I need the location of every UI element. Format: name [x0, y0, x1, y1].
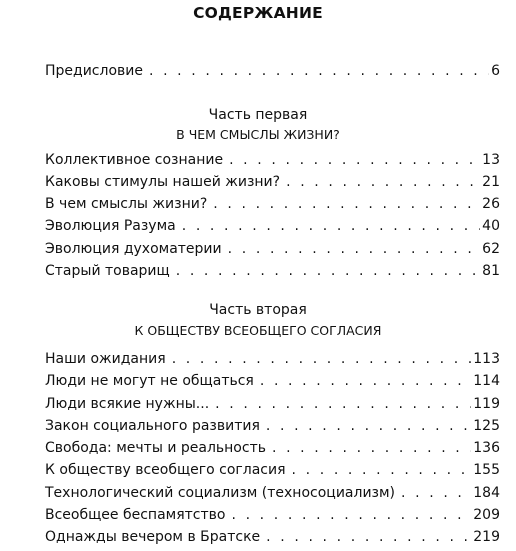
- toc-entry-title: Закон социального развития: [45, 418, 260, 434]
- toc-leader-dots: [260, 373, 471, 389]
- toc-entry[interactable]: [45, 263, 500, 285]
- toc-entry-page: 40: [482, 218, 500, 234]
- toc-entry-page: 62: [482, 241, 500, 257]
- toc-entry[interactable]: [45, 529, 500, 551]
- toc-entry-page: 209: [473, 507, 500, 523]
- toc-entry[interactable]: [45, 440, 500, 462]
- toc-entry[interactable]: [45, 174, 500, 196]
- toc-entry-page: 13: [482, 152, 500, 168]
- toc-entry-title: Старый товарищ: [45, 263, 170, 279]
- toc-entry-page: 125: [473, 418, 500, 434]
- toc-entry[interactable]: [45, 485, 500, 507]
- toc-entry-title: Всеобщее беспамятство: [45, 507, 226, 523]
- toc-leader-dots: [149, 63, 489, 79]
- toc-entry-title: Люди не могут не общаться: [45, 373, 254, 389]
- toc-leader-dots: [172, 351, 472, 367]
- part2-heading: Часть вторая: [209, 302, 307, 318]
- toc-entry-title: Эволюция духоматерии: [45, 241, 222, 257]
- toc-leader-dots: [266, 418, 471, 434]
- toc-leader-dots: [292, 462, 472, 478]
- toc-entry[interactable]: [45, 241, 500, 263]
- toc-entry-title: Наши ожидания: [45, 351, 166, 367]
- toc-entry-title: Технологический социализм (техносоциализм): [45, 485, 396, 501]
- toc-entry-page: 119: [473, 396, 500, 412]
- toc-leader-dots: [228, 241, 481, 257]
- toc-entry[interactable]: [45, 462, 500, 484]
- toc-entry-title: Коллективное сознание: [45, 152, 224, 168]
- toc-entry[interactable]: [45, 507, 500, 529]
- toc-leader-dots: [215, 396, 471, 412]
- toc-entry[interactable]: [45, 196, 500, 218]
- part1-subtitle: В ЧЕМ СМЫСЛЫ ЖИЗНИ?: [176, 127, 340, 142]
- toc-entry-title: К обществу всеобщего согласия: [45, 462, 286, 478]
- toc-entry-preface[interactable]: [45, 63, 500, 85]
- toc-entry-page: 113: [473, 351, 500, 367]
- toc-entry-title: Свобода: мечты и реальность: [45, 440, 266, 456]
- toc-entry-page: 81: [482, 263, 500, 279]
- toc-entry[interactable]: [45, 418, 500, 440]
- toc-entry-title: Предисловие: [45, 63, 143, 79]
- toc-entry-title: Эволюция Разума: [45, 218, 176, 234]
- toc-entry-page: 114: [473, 373, 500, 389]
- toc-entry-page: 21: [482, 174, 500, 190]
- toc-entry-page: 184: [473, 485, 500, 501]
- toc-leader-dots: [213, 196, 480, 212]
- toc-leader-dots: [266, 529, 471, 545]
- toc-entry-title: Люди всякие нужны...: [45, 396, 210, 412]
- toc-entry-page: 136: [473, 440, 500, 456]
- toc-entry-page: 6: [491, 63, 500, 79]
- toc-entry-page: 26: [482, 196, 500, 212]
- toc-entry-page: 219: [473, 529, 500, 545]
- toc-entry-title: В чем смыслы жизни?: [45, 196, 208, 212]
- toc-entry-title: Каковы стимулы нашей жизни?: [45, 174, 281, 190]
- toc-leader-dots: [231, 507, 471, 523]
- part1-heading: Часть первая: [208, 107, 308, 123]
- toc-leader-dots: [401, 485, 471, 501]
- toc-entry-title: Однажды вечером в Братске: [45, 529, 261, 545]
- toc-entry[interactable]: [45, 218, 500, 240]
- toc-leader-dots: [286, 174, 480, 190]
- toc-entry-page: 155: [473, 462, 500, 478]
- toc-leader-dots: [272, 440, 471, 456]
- toc-entry[interactable]: [45, 351, 500, 373]
- toc-entry[interactable]: [45, 152, 500, 174]
- toc-entry[interactable]: [45, 396, 500, 418]
- toc-leader-dots: [176, 263, 480, 279]
- toc-leader-dots: [229, 152, 480, 168]
- toc-leader-dots: [182, 218, 480, 234]
- toc-entry[interactable]: [45, 373, 500, 395]
- page-title: СОДЕРЖАНИЕ: [193, 4, 323, 22]
- part2-subtitle: К ОБЩЕСТВУ ВСЕОБЩЕГО СОГЛАСИЯ: [134, 323, 382, 338]
